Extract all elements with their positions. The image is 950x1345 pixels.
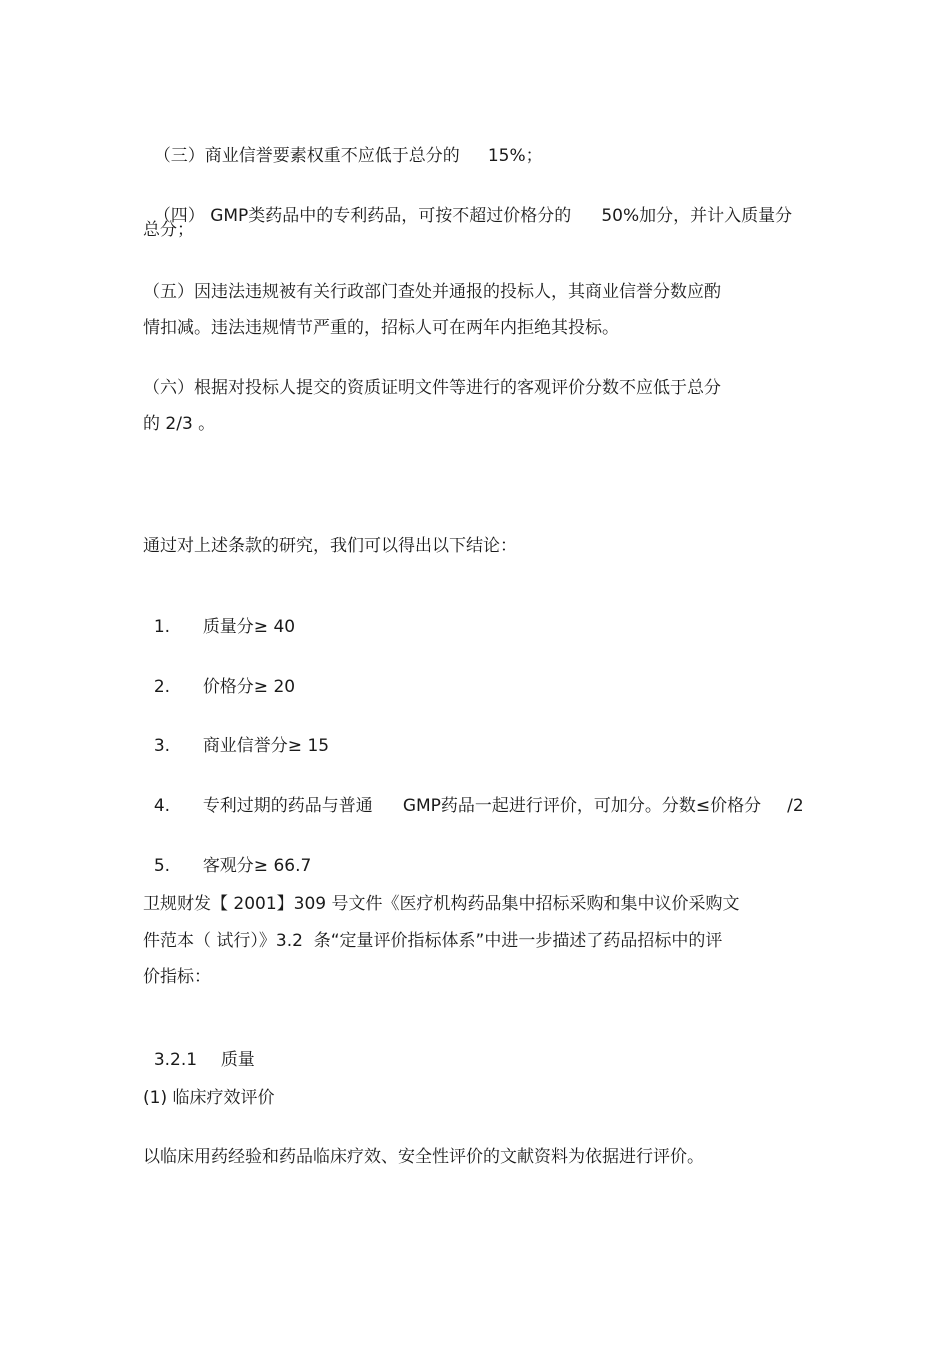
list-item-text: 价格分≥ 20	[202, 677, 296, 697]
list-item-text: 质量分≥ 40	[202, 617, 296, 637]
clause-5-line-2: 情扣减。违法违规情节严重的，招标人可在两年内拒绝其投标。	[143, 318, 619, 338]
list-item-number: 5.	[153, 856, 171, 876]
doc-ref-line-2: 件范本（ 试行）》3.2 条“定量评价指标体系”中进一步描述了药品招标中的评	[143, 931, 723, 951]
list-item	[143, 833, 311, 877]
conclusion-intro: 通过对上述条款的研究，我们可以得出以下结论：	[143, 536, 517, 556]
section-title: 质量	[220, 1050, 255, 1070]
section-number: 3.2.1	[153, 1050, 198, 1070]
body-paragraph: 以临床用药经验和药品临床疗效、安全性评价的文献资料为依据进行评价。	[143, 1147, 704, 1167]
doc-ref-line-1: 卫规财发【 2001】309 号文件《医疗机构药品集中招标采购和集中议价采购文	[143, 894, 740, 914]
list-item-text-cont: GMP药品一起进行评价，可加分。分数≤价格分	[402, 796, 762, 816]
list-item	[143, 773, 804, 817]
clause-4-text: （四） GMP类药品中的专利药品，可按不超过价格分的	[153, 206, 572, 226]
subsection-heading: (1) 临床疗效评价	[143, 1088, 275, 1108]
clause-3	[143, 123, 543, 167]
clause-6-line-1: （六）根据对投标人提交的资质证明文件等进行的客观评价分数不应低于总分	[143, 378, 721, 398]
clause-4-line-1	[143, 183, 792, 227]
list-item-text: 商业信誉分≥ 15	[202, 736, 330, 756]
clause-4-text-cont: 50%加分，并计入质量分	[601, 206, 793, 226]
section-heading	[143, 1027, 255, 1071]
list-item	[143, 654, 295, 698]
list-item-text-suffix: /2	[787, 796, 804, 816]
clause-3-text: （三）商业信誉要素权重不应低于总分的	[153, 146, 460, 166]
clause-3-value: 15%；	[487, 146, 543, 166]
list-item	[143, 594, 295, 638]
doc-ref-line-3: 价指标：	[143, 967, 211, 987]
list-item-number: 1.	[153, 617, 171, 637]
list-item-number: 2.	[153, 677, 171, 697]
list-item	[143, 713, 329, 757]
list-item-text: 专利过期的药品与普通	[202, 796, 373, 816]
list-item-text: 客观分≥ 66.7	[202, 856, 312, 876]
list-item-number: 4.	[153, 796, 171, 816]
clause-5-line-1: （五）因违法违规被有关行政部门查处并通报的投标人，其商业信誉分数应酌	[143, 282, 721, 302]
clause-6-line-2: 的 2/3 。	[143, 414, 216, 434]
clause-4-line-2: 总分；	[143, 220, 194, 240]
list-item-number: 3.	[153, 736, 171, 756]
